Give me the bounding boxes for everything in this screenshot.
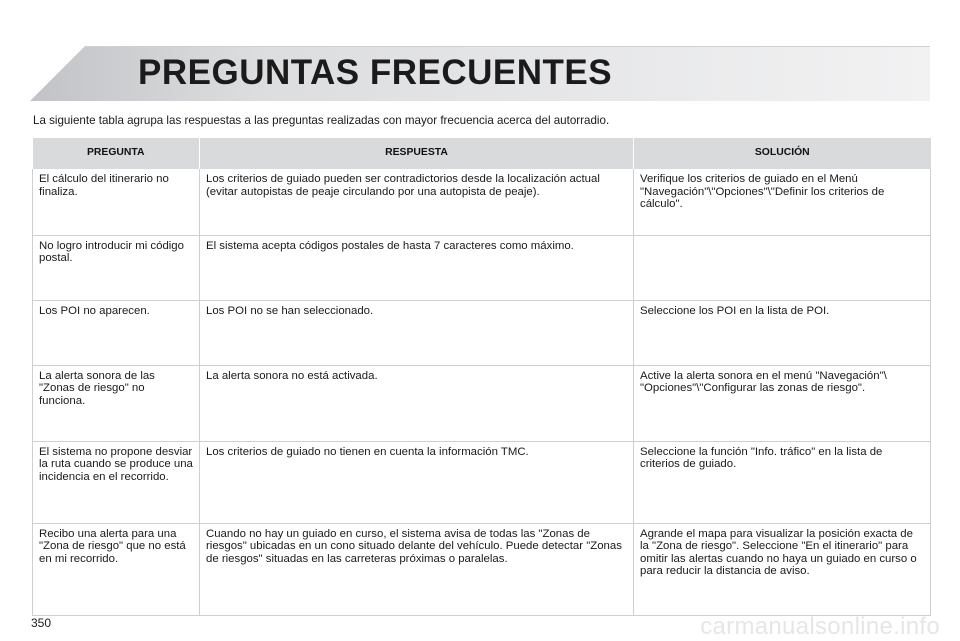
solution-cell: Seleccione los POI en la lista de POI. — [634, 300, 931, 365]
table-row — [33, 523, 931, 615]
solution-cell — [634, 235, 931, 300]
answer-cell: La alerta sonora no está activada. — [200, 365, 634, 441]
page-title: PREGUNTAS FRECUENTES — [138, 53, 613, 92]
answer-cell: Los criterios de guiado pueden ser contradictorios desde la localización actual (evitar autopistas de peaje circulando por una autopista de peaje). — [200, 169, 634, 235]
table-row — [33, 169, 931, 235]
table-row — [33, 300, 931, 365]
question-cell: Los POI no aparecen. — [33, 300, 200, 365]
question-cell: Recibo una alerta para una "Zona de riesgo" que no está en mi recorrido. — [33, 523, 200, 615]
solution-cell: Active la alerta sonora en el menú "Navegación"\ "Opciones"\"Configurar las zonas de riesgo". — [634, 365, 931, 441]
page-number: 350 — [31, 616, 52, 630]
table-row — [33, 235, 931, 300]
faq-table — [32, 138, 931, 616]
answer-cell: Los POI no se han seleccionado. — [200, 300, 634, 365]
answer-cell: Cuando no hay un guiado en curso, el sistema avisa de todas las "Zonas de riesgos" ubicadas en un cono situado delante del vehículo. Puede detectar "Zonas de riesgos" situadas en las carreteras próximas o paralelas. — [200, 523, 634, 615]
solution-cell: Seleccione la función "Info. tráfico" en la lista de criterios de guiado. — [634, 441, 931, 523]
intro-text: La siguiente tabla agrupa las respuestas a las preguntas realizadas con mayor frecuencia acerca del autorradio. — [33, 114, 610, 127]
answer-cell: Los criterios de guiado no tienen en cuenta la información TMC. — [200, 441, 634, 523]
question-cell: La alerta sonora de las "Zonas de riesgo" no funciona. — [33, 365, 200, 441]
column-header-solution: SOLUCIÓN — [634, 138, 931, 169]
table-row — [33, 441, 931, 523]
table-row — [33, 365, 931, 441]
solution-cell: Agrande el mapa para visualizar la posición exacta de la "Zona de riesgo". Seleccione "En el itinerario" para omitir las alertas cuando no haya un guiado en curso o para reducir la distancia de aviso. — [634, 523, 931, 615]
column-header-question: PREGUNTA — [33, 138, 200, 169]
solution-cell: Verifique los criterios de guiado en el Menú "Navegación"\"Opciones"\"Definir los criterios de cálculo". — [634, 169, 931, 235]
question-cell: El cálculo del itinerario no finaliza. — [33, 169, 200, 235]
watermark-text: carmanualsonline.info — [700, 613, 940, 640]
answer-cell: El sistema acepta códigos postales de hasta 7 caracteres como máximo. — [200, 235, 634, 300]
question-cell: El sistema no propone desviar la ruta cuando se produce una incidencia en el recorrido. — [33, 441, 200, 523]
column-header-answer: RESPUESTA — [200, 138, 634, 169]
table-header-row — [33, 138, 931, 169]
question-cell: No logro introducir mi código postal. — [33, 235, 200, 300]
